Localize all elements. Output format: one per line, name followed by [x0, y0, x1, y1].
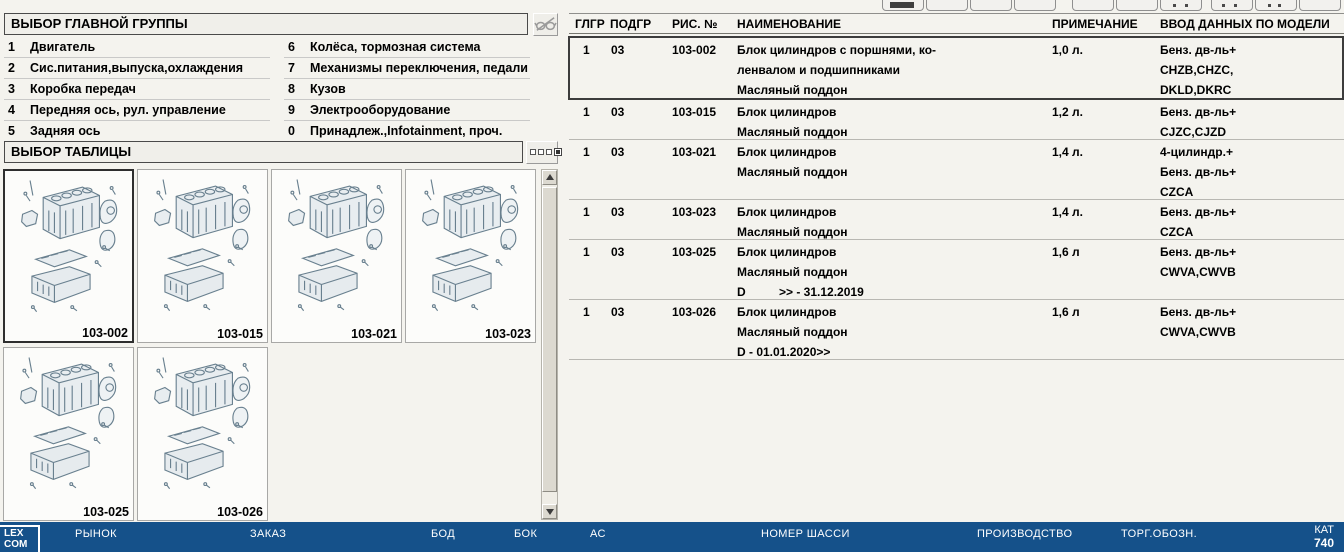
cell-name: Масляный поддон: [737, 165, 848, 179]
status-bod[interactable]: БОД: [431, 528, 456, 540]
thumbnail-code: 103-023: [485, 327, 531, 341]
scroll-up-button[interactable]: [542, 170, 557, 185]
cell-model: CWVA,CWVB: [1160, 325, 1236, 339]
toolbar-icon: [890, 2, 914, 8]
group-label: Механизмы переключения, педали: [310, 61, 528, 75]
cell-podgr: 03: [611, 145, 625, 159]
cell-name: Масляный поддон: [737, 83, 848, 97]
cell-model: DKLD,DKRC: [1160, 83, 1232, 97]
glasses-off-icon: [534, 16, 557, 32]
status-trade-designation[interactable]: ТОРГ.ОБОЗН.: [1121, 528, 1198, 540]
table-row-103-002[interactable]: [569, 38, 1344, 100]
scroll-down-button[interactable]: [542, 504, 557, 519]
group-number: 9: [288, 103, 295, 117]
cell-name: Блок цилиндров: [737, 205, 837, 219]
status-production[interactable]: ПРОИЗВОДСТВО: [977, 528, 1073, 540]
main-group-item-3[interactable]: [4, 79, 270, 100]
main-group-panel-title: ВЫБОР ГЛАВНОЙ ГРУППЫ: [4, 13, 528, 35]
toolbar-button[interactable]: [1299, 0, 1341, 11]
table-select-panel-title: ВЫБОР ТАБЛИЦЫ: [4, 141, 523, 163]
cell-note: 1,6 л: [1052, 305, 1080, 319]
group-number: 1: [8, 40, 15, 54]
table-top-rule: [569, 13, 1344, 14]
col-header-model: ВВОД ДАННЫХ ПО МОДЕЛИ: [1160, 17, 1330, 31]
cell-name: Масляный поддон: [737, 265, 848, 279]
cell-name: Масляный поддон: [737, 325, 848, 339]
cell-name: Блок цилиндров с поршнями, ко-: [737, 43, 937, 57]
status-order[interactable]: ЗАКАЗ: [250, 528, 287, 540]
main-group-item-9[interactable]: [284, 100, 530, 121]
cell-name: Блок цилиндров: [737, 105, 837, 119]
thumbnail-103-023[interactable]: [405, 169, 536, 343]
cell-glgr: 1: [583, 145, 590, 159]
cell-name: Масляный поддон: [737, 225, 848, 239]
cell-name: Блок цилиндров: [737, 305, 837, 319]
status-bar: [0, 522, 1344, 552]
scrollbar-thumb[interactable]: [542, 187, 557, 492]
cell-fig: 103-015: [672, 105, 717, 119]
table-row-103-015[interactable]: [569, 100, 1344, 140]
engine-exploded-drawing: [7, 173, 130, 323]
cell-name: Блок цилиндров: [737, 145, 837, 159]
cell-model: Бенз. дв-ль+: [1160, 245, 1237, 259]
cell-name: Масляный поддон: [737, 125, 848, 139]
status-bok[interactable]: БОК: [514, 528, 538, 540]
thumbnail-103-021[interactable]: [271, 169, 402, 343]
toolbar-icon: [1222, 4, 1225, 7]
main-group-item-4[interactable]: [4, 100, 270, 121]
group-label: Задняя ось: [30, 124, 101, 138]
cell-glgr: 1: [583, 105, 590, 119]
toolbar-icon: [1185, 4, 1188, 7]
cell-fig: 103-026: [672, 305, 717, 319]
cell-glgr: 1: [583, 245, 590, 259]
group-label: Кузов: [310, 82, 346, 96]
group-label: Сис.питания,выпуска,охлаждения: [30, 61, 244, 75]
row-separator: [569, 359, 1344, 360]
toolbar-icon: [1268, 4, 1271, 7]
thumbnail-scrollbar[interactable]: [541, 169, 558, 520]
col-header-note: ПРИМЕЧАНИЕ: [1052, 17, 1138, 31]
thumbnail-code: 103-021: [351, 327, 397, 341]
group-label: Принадлеж.,Infotainment, проч.: [310, 124, 503, 138]
table-row-103-021[interactable]: [569, 140, 1344, 200]
toolbar-button[interactable]: [926, 0, 968, 11]
toolbar-button[interactable]: [1072, 0, 1114, 11]
thumbnail-103-015[interactable]: [137, 169, 268, 343]
toolbar-icon: [1278, 4, 1281, 7]
group-number: 6: [288, 40, 295, 54]
thumbnail-code: 103-015: [217, 327, 263, 341]
group-number: 4: [8, 103, 15, 117]
group-label: Коробка передач: [30, 82, 136, 96]
cell-name: ленвалом и подшипниками: [737, 63, 901, 77]
engine-exploded-drawing: [140, 172, 263, 322]
cell-note: 1,0 л.: [1052, 43, 1083, 57]
cell-name: D >> - 31.12.2019: [737, 285, 864, 299]
toolbar-button[interactable]: [970, 0, 1012, 11]
engine-exploded-drawing: [6, 350, 129, 500]
cell-note: 1,4 л.: [1052, 205, 1083, 219]
col-header-fig: РИС. №: [672, 17, 718, 31]
group-label: Передняя ось, рул. управление: [30, 103, 226, 117]
hide-view-button[interactable]: [533, 13, 558, 36]
engine-exploded-drawing: [274, 172, 397, 322]
cell-fig: 103-025: [672, 245, 717, 259]
arrow-up-icon: [546, 174, 554, 180]
thumbnail-103-026[interactable]: [137, 347, 268, 521]
cell-note: 1,6 л: [1052, 245, 1080, 259]
toolbar-button[interactable]: [1116, 0, 1158, 11]
thumbnail-size-button[interactable]: [526, 141, 558, 164]
cell-note: 1,2 л.: [1052, 105, 1083, 119]
main-group-item-5[interactable]: [4, 121, 270, 142]
arrow-down-icon: [546, 509, 554, 515]
group-number: 2: [8, 61, 15, 75]
group-label: Двигатель: [30, 40, 96, 54]
thumbnail-code: 103-026: [217, 505, 263, 519]
cell-model: Бенз. дв-ль+: [1160, 305, 1237, 319]
group-number: 3: [8, 82, 15, 96]
cell-note: 1,4 л.: [1052, 145, 1083, 159]
thumbnail-code: 103-025: [83, 505, 129, 519]
group-label: Электрооборудование: [310, 103, 451, 117]
cell-glgr: 1: [583, 43, 590, 57]
group-number: 0: [288, 124, 295, 138]
cell-model: CZCA: [1160, 185, 1194, 199]
catalog-label: КАТ: [1314, 524, 1334, 536]
status-as[interactable]: АС: [590, 528, 606, 540]
table-header-rule: [569, 33, 1344, 34]
main-group-item-8[interactable]: [284, 79, 530, 100]
toolbar-button[interactable]: [1255, 0, 1297, 11]
cell-fig: 103-002: [672, 43, 717, 57]
toolbar-button[interactable]: [1160, 0, 1202, 11]
cell-podgr: 03: [611, 305, 625, 319]
cell-model: CZCA: [1160, 225, 1194, 239]
main-group-item-7[interactable]: [284, 58, 530, 79]
table-row-103-025[interactable]: [569, 240, 1344, 300]
cell-model: CJZC,CJZD: [1160, 125, 1227, 139]
cell-model: Бенз. дв-ль+: [1160, 105, 1237, 119]
thumbnail-103-002[interactable]: [3, 169, 134, 343]
toolbar-icon: [1234, 4, 1237, 7]
toolbar-button[interactable]: [1014, 0, 1056, 11]
status-chassis-number[interactable]: НОМЕР ШАССИ: [761, 528, 850, 540]
toolbar-button[interactable]: [1211, 0, 1253, 11]
catalog-number: 740: [1313, 536, 1334, 550]
table-row-103-023[interactable]: [569, 200, 1344, 240]
status-market[interactable]: РЫНОК: [75, 528, 117, 540]
cell-podgr: 03: [611, 43, 625, 57]
engine-exploded-drawing: [408, 172, 531, 322]
main-group-item-0[interactable]: [284, 121, 530, 142]
cell-glgr: 1: [583, 305, 590, 319]
thumbnail-103-025[interactable]: [3, 347, 134, 521]
cell-name: D - 01.01.2020>>: [737, 345, 831, 359]
group-label: Колёса, тормозная система: [310, 40, 481, 54]
thumbnail-grid-icon: [530, 148, 562, 156]
group-number: 8: [288, 82, 295, 96]
cell-model: Бенз. дв-ль+: [1160, 165, 1237, 179]
main-group-item-2[interactable]: [4, 58, 270, 79]
catalog-indicator: [1314, 524, 1334, 550]
cell-glgr: 1: [583, 205, 590, 219]
logo-line2: COM: [4, 539, 28, 550]
engine-exploded-drawing: [140, 350, 263, 500]
thumbnail-code: 103-002: [82, 326, 128, 340]
cell-podgr: 03: [611, 105, 625, 119]
main-group-item-6[interactable]: [284, 37, 530, 58]
cell-name: Блок цилиндров: [737, 245, 837, 259]
group-number: 5: [8, 124, 15, 138]
toolbar-icon: [1173, 4, 1176, 7]
table-row-103-026[interactable]: [569, 300, 1344, 360]
cell-podgr: 03: [611, 245, 625, 259]
toolbar-button[interactable]: [882, 0, 924, 11]
lexcom-logo: [0, 525, 40, 552]
logo-line1: LEX: [4, 528, 24, 539]
cell-fig: 103-021: [672, 145, 717, 159]
cell-model: CHZB,CHZC,: [1160, 63, 1234, 77]
cell-model: 4-цилиндр.+: [1160, 145, 1233, 159]
col-header-glgr: ГЛГР: [575, 17, 605, 31]
cell-fig: 103-023: [672, 205, 717, 219]
cell-model: Бенз. дв-ль+: [1160, 43, 1237, 57]
cell-model: CWVA,CWVB: [1160, 265, 1236, 279]
cell-podgr: 03: [611, 205, 625, 219]
col-header-podgr: ПОДГР: [610, 17, 652, 31]
col-header-name: НАИМЕНОВАНИЕ: [737, 17, 841, 31]
main-group-item-1[interactable]: [4, 37, 270, 58]
group-number: 7: [288, 61, 295, 75]
cell-model: Бенз. дв-ль+: [1160, 205, 1237, 219]
